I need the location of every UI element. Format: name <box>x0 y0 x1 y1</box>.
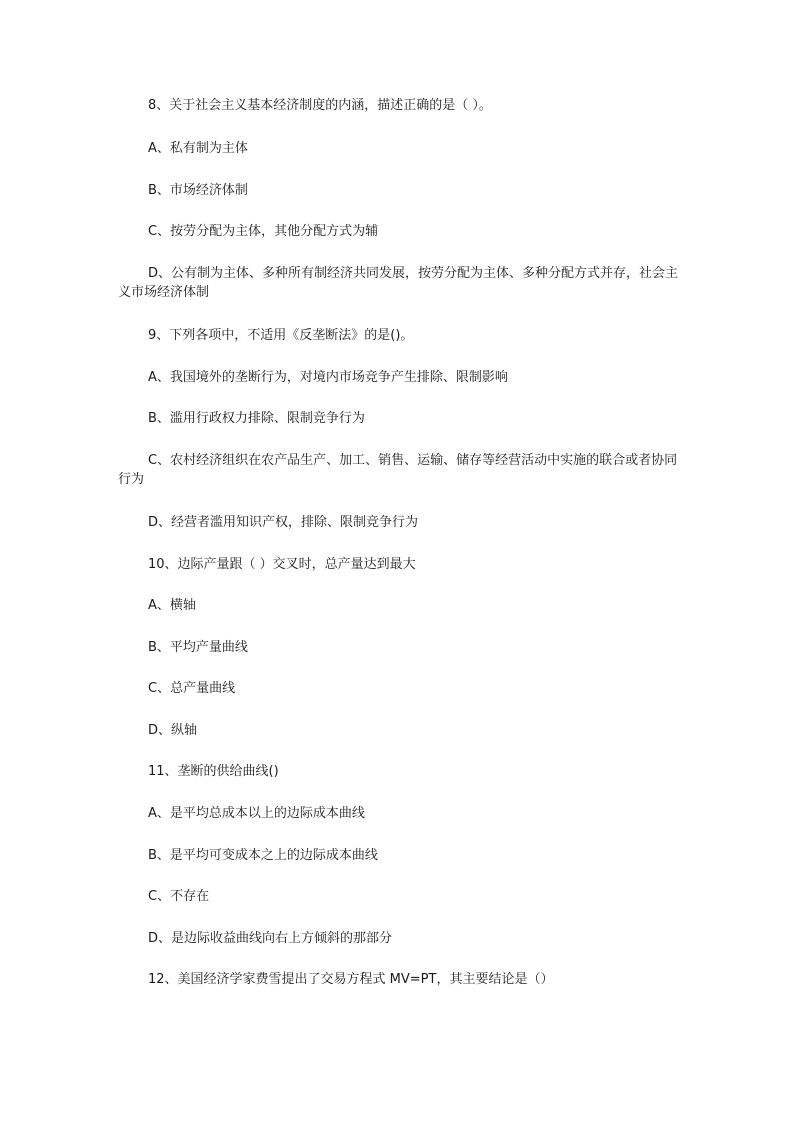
question-11-option-a: A、是平均总成本以上的边际成本曲线 <box>148 806 365 821</box>
question-11-option-b: B、是平均可变成本之上的边际成本曲线 <box>148 848 378 863</box>
question-10-option-b: B、平均产量曲线 <box>148 640 248 655</box>
question-11-stem: 11、垄断的供给曲线() <box>148 764 279 779</box>
question-9-option-c: C、农村经济组织在农产品生产、加工、销售、运输、储存等经营活动中实施的联合或者协同行为 <box>118 453 678 487</box>
question-9-option-b: B、滥用行政权力排除、限制竞争行为 <box>148 411 365 426</box>
question-8-option-c: C、按劳分配为主体，其他分配方式为辅 <box>148 224 379 239</box>
question-9-option-d: D、经营者滥用知识产权，排除、限制竞争行为 <box>148 515 419 530</box>
question-11-option-c: C、不存在 <box>148 889 210 904</box>
question-10-option-a: A、横轴 <box>148 598 196 613</box>
question-9-stem: 9、下列各项中，不适用《反垄断法》的是()。 <box>148 328 414 343</box>
question-8-option-a: A、私有制为主体 <box>148 141 248 156</box>
question-10-option-c: C、总产量曲线 <box>148 681 236 696</box>
question-10-option-d: D、纵轴 <box>148 723 198 738</box>
question-8-option-b: B、市场经济体制 <box>148 183 248 198</box>
question-11-option-d: D、是边际收益曲线向右上方倾斜的那部分 <box>148 931 393 946</box>
question-10-stem: 10、边际产量跟（ ）交叉时，总产量达到最大 <box>148 557 416 572</box>
question-9-option-a: A、我国境外的垄断行为，对境内市场竞争产生排除、限制影响 <box>148 370 508 385</box>
question-12-stem: 12、美国经济学家费雪提出了交易方程式 MV=PT，其主要结论是（） <box>148 972 554 987</box>
question-8-option-d: D、公有制为主体、多种所有制经济共同发展，按劳分配为主体、多种分配方式并存，社会主义市场经济体制 <box>118 266 679 300</box>
question-8-stem: 8、关于社会主义基本经济制度的内涵，描述正确的是（ ）。 <box>148 98 492 113</box>
